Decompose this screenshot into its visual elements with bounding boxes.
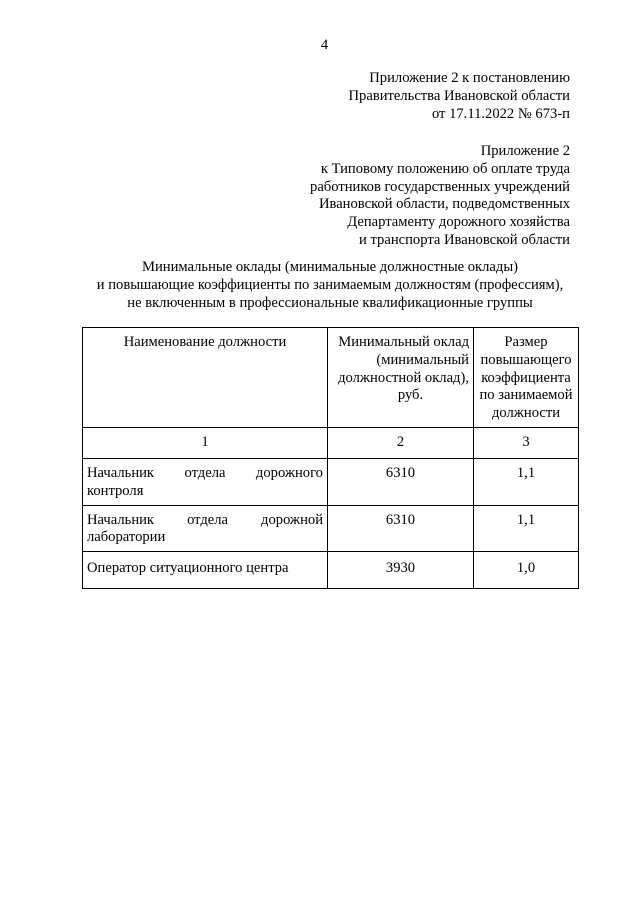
header-coefficient-line: Размер — [504, 334, 548, 350]
document-title-line: не включенным в профессиональные квалификационные группы — [127, 294, 533, 311]
table-row — [83, 458, 579, 505]
appendix-header-line: Приложение 2 к постановлению — [369, 70, 570, 86]
header-coefficient-line: повышающего — [480, 351, 572, 368]
position-name-word: отдела — [184, 464, 226, 481]
header-salary-line: должностной оклад), — [338, 369, 469, 386]
column-number: 3 — [474, 427, 579, 458]
header-position-name: Наименование должности — [83, 328, 328, 428]
document-title — [40, 259, 620, 312]
appendix-subheader-line: к Типовому положению об оплате труда — [320, 160, 570, 177]
header-coefficient-line: по занимаемой — [479, 387, 573, 404]
header-minimum-salary — [328, 328, 474, 428]
appendix-subheader-line: Ивановской области, подведомственных — [318, 196, 570, 213]
header-coefficient — [474, 328, 579, 428]
salary-value: 3930 — [328, 552, 474, 589]
coefficient-value: 1,0 — [474, 552, 579, 589]
header-salary-line: Минимальный оклад — [338, 334, 469, 350]
position-name-line: лаборатории — [87, 529, 166, 546]
position-name-word: дорожного — [255, 464, 323, 481]
appendix-header-line: от 17.11.2022 № 673-п — [431, 105, 570, 122]
position-name-line — [87, 465, 323, 483]
document-title-line: и повышающие коэффициенты по занимаемым должностям (профессиям), — [96, 276, 564, 293]
table-row — [83, 552, 579, 589]
coefficient-value: 1,1 — [474, 458, 579, 505]
position-name-line: контроля — [87, 482, 144, 499]
header-coefficient-line: должности — [491, 405, 561, 422]
column-number-row — [83, 427, 579, 458]
position-name-cell: Оператор ситуационного центра — [83, 552, 328, 589]
table-row — [83, 505, 579, 552]
page-number: 4 — [320, 37, 329, 53]
position-name-word: отдела — [187, 511, 229, 528]
appendix-header-line: Правительства Ивановской области — [348, 87, 570, 104]
document-title-line: Минимальные оклады (минимальные должностные оклады) — [142, 259, 518, 275]
position-name-cell — [83, 458, 328, 505]
position-name-line — [87, 512, 323, 530]
header-coefficient-line: коэффициента — [481, 369, 571, 386]
salary-value: 6310 — [328, 458, 474, 505]
appendix-header — [349, 70, 570, 123]
coefficient-value: 1,1 — [474, 505, 579, 552]
position-name-word: дорожной — [261, 511, 323, 528]
position-name-word: Начальник — [87, 464, 155, 481]
salary-value: 6310 — [328, 505, 474, 552]
appendix-subheader — [310, 143, 570, 250]
appendix-subheader-line: и транспорта Ивановской области — [359, 231, 570, 248]
table-header-row — [83, 328, 579, 428]
column-number: 1 — [83, 427, 328, 458]
header-salary-line: (минимальный — [376, 351, 469, 368]
appendix-subheader-line: работников государственных учреждений — [310, 178, 570, 195]
column-number: 2 — [328, 427, 474, 458]
position-name-cell — [83, 505, 328, 552]
position-name-word: Начальник — [87, 511, 155, 528]
appendix-subheader-line: Приложение 2 — [480, 143, 570, 159]
header-salary-line: руб. — [397, 387, 424, 404]
appendix-subheader-line: Департаменту дорожного хозяйства — [347, 214, 570, 231]
salary-table — [82, 327, 579, 589]
